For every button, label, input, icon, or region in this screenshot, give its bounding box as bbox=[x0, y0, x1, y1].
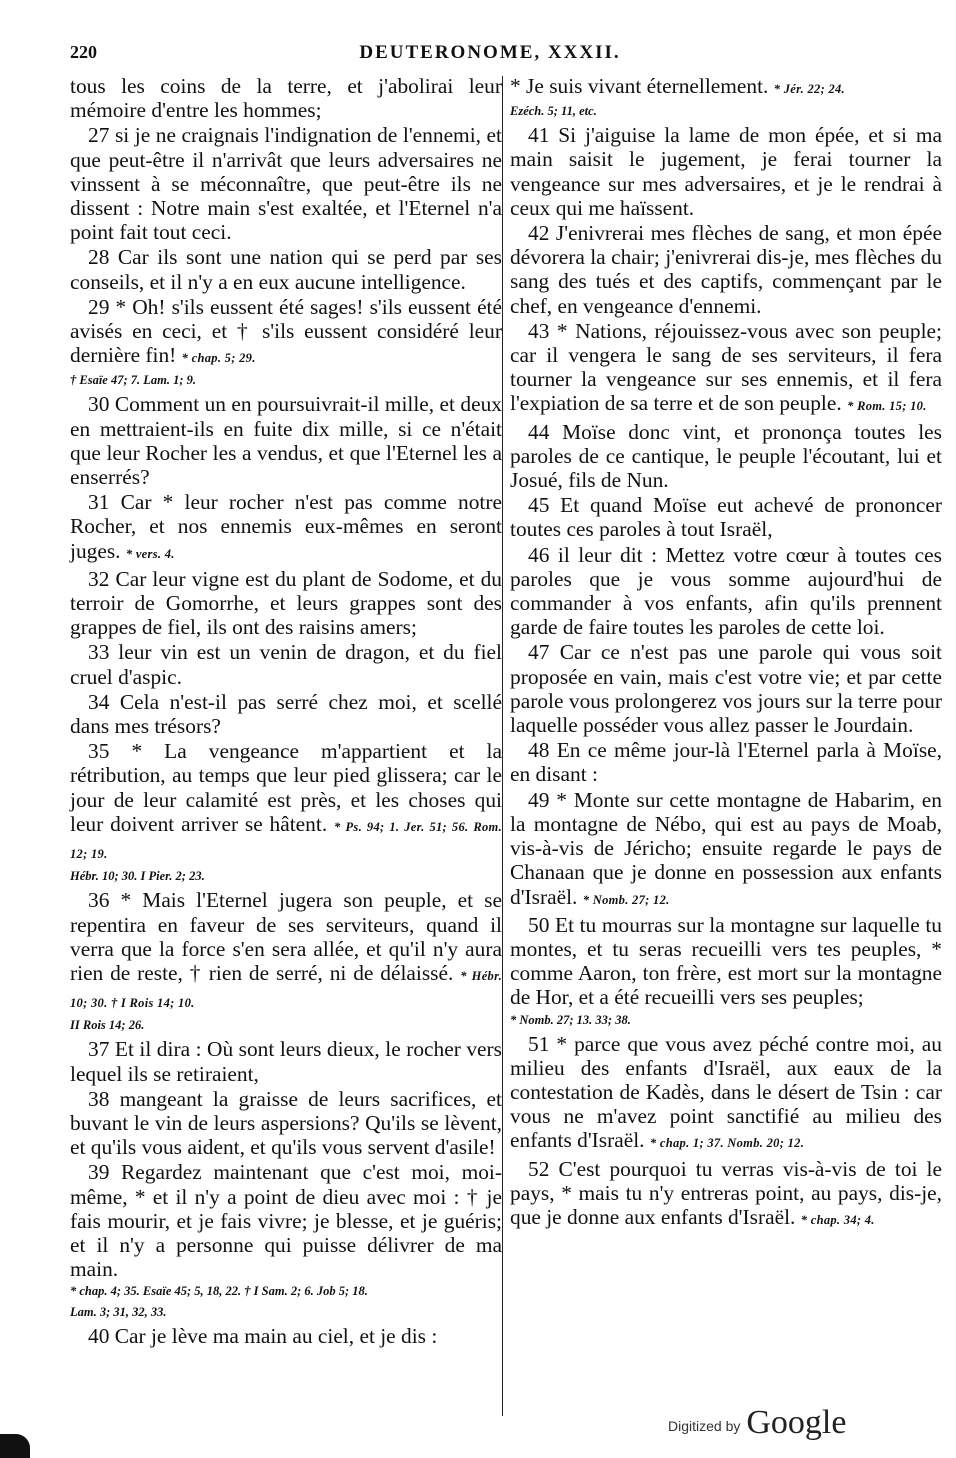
digitized-label: Digitized by bbox=[668, 1418, 741, 1434]
verse-number: 49 bbox=[528, 787, 550, 812]
verse-number: 44 bbox=[528, 419, 550, 444]
verse-number: 29 bbox=[88, 294, 110, 319]
verse-text: Car ils sont une nation qui se perd par ses conseils, et il n'y a en eux aucune intelligence. bbox=[70, 245, 502, 294]
verse-number: 46 bbox=[528, 542, 550, 567]
verse-number: 42 bbox=[528, 221, 550, 246]
reference-note: * Ps. 94; 1. Jer. 51; 56. Rom. 12; 19. bbox=[70, 819, 502, 862]
verse-number: 43 bbox=[528, 318, 550, 343]
verse-number: 41 bbox=[528, 123, 550, 148]
verse bbox=[70, 295, 502, 371]
left-column bbox=[70, 74, 502, 1350]
verse bbox=[70, 1087, 502, 1160]
reference-note: Ezéch. 5; 11, etc. bbox=[510, 104, 597, 119]
running-title: DEUTERONOME, XXXII. bbox=[359, 42, 621, 63]
verse bbox=[510, 913, 942, 1010]
verse bbox=[510, 640, 942, 737]
verse-text: En ce même jour-là l'Eternel parla à Moïse, en disant : bbox=[510, 738, 942, 787]
verse-number: 51 bbox=[528, 1031, 550, 1056]
reference-note: * Nomb. 27; 12. bbox=[582, 892, 670, 907]
verse bbox=[510, 788, 942, 912]
verse bbox=[70, 640, 502, 688]
verse-number: 31 bbox=[88, 490, 110, 515]
verse bbox=[70, 567, 502, 640]
page-header bbox=[70, 38, 910, 68]
verse-text: * Je suis vivant éternellement. bbox=[510, 74, 769, 98]
verse-number: 35 bbox=[88, 739, 110, 764]
verse-number: 36 bbox=[88, 888, 110, 913]
reference-note: * chap. 34; 4. bbox=[800, 1212, 875, 1227]
verse-text: Regardez maintenant que c'est moi, moi-même, * et il n'y a point de dieu avec moi : † je fais mourir, et je fais vivre; je blesse, et je guéris; et il n'y a personne qui puisse délivrer de ma main. bbox=[70, 1160, 502, 1282]
reference-note: * chap. 4; 35. Esaïe 45; 5, 18, 22. † I Sam. 2; 6. Job 5; 18. bbox=[70, 1284, 368, 1299]
verse bbox=[70, 74, 502, 122]
verse-number: 27 bbox=[88, 123, 110, 148]
reference-note: * Rom. 15; 10. bbox=[847, 399, 927, 414]
verse-number: 32 bbox=[88, 566, 110, 591]
scan-corner-mark bbox=[0, 1434, 30, 1458]
verse-number: 38 bbox=[88, 1086, 110, 1111]
right-column bbox=[510, 74, 942, 1233]
verse-text: Moïse donc vint, et prononça toutes les paroles de ce cantique, le peuple l'écoutant, lui et Josué, fils de Nun. bbox=[510, 419, 942, 493]
verse bbox=[70, 888, 502, 1015]
verse bbox=[70, 123, 502, 244]
reference-note: * Nomb. 27; 13. 33; 38. bbox=[510, 1012, 631, 1027]
verse-text: mangeant la graisse de leurs sacrifices, et buvant le vin de leurs aspersions? Qu'ils se lèvent, et qu'ils vous aident, et qu'ils vous servent d'asile! bbox=[70, 1086, 502, 1160]
verse-number: 48 bbox=[528, 738, 550, 763]
reference-note: II Rois 14; 26. bbox=[70, 1018, 145, 1033]
verse-text: Cela n'est-il pas serré chez moi, et scellé dans mes trésors? bbox=[70, 689, 502, 739]
reference-note: † Esaïe 47; 7. Lam. 1; 9. bbox=[70, 373, 197, 388]
verse-number: 50 bbox=[528, 912, 550, 937]
verse-text: J'enivrerai mes flèches de sang, et mon épée dévorera la chair; j'enivrerai dis-je, mes flèches du sang des tués et des captifs, commençant par le chef, en vengeance d'ennemi. bbox=[510, 221, 942, 318]
verse bbox=[70, 1160, 502, 1281]
verse bbox=[70, 1037, 502, 1085]
verse bbox=[510, 1032, 942, 1156]
verse-number: 52 bbox=[528, 1156, 550, 1181]
verse-text: * La vengeance m'appartient et la rétribution, au temps que leur pied glissera; car le jour de leur calamité est près, et les choses qui leur doivent arriver se hâtent. bbox=[70, 739, 502, 836]
verse-number: 33 bbox=[88, 640, 110, 665]
verse bbox=[510, 123, 942, 220]
verse bbox=[70, 690, 502, 738]
verse-text: leur vin est un venin de dragon, et du fiel cruel d'aspic. bbox=[70, 640, 502, 689]
verse-number: 30 bbox=[88, 392, 110, 417]
reference-note: * Hébr. 10; 30. † I Rois 14; 10. bbox=[70, 968, 502, 1011]
verse-text: Car * leur rocher n'est pas comme notre Rocher, et nos ennemis eux-mêmes en seront juges. bbox=[70, 490, 502, 563]
verse-text: * Oh! s'ils eussent été sages! s'ils eussent été avisés en ceci, et † s'ils eussent considéré leur dernière fin! bbox=[70, 294, 502, 368]
reference-note: * Jér. 22; 24. bbox=[773, 82, 845, 96]
verse bbox=[510, 543, 942, 640]
verse-text: Car leur vigne est du plant de Sodome, et du terroir de Gomorrhe, et leurs grappes sont des grappes de fiel, ils ont des raisins amers; bbox=[70, 566, 502, 640]
verse-text: Car ce n'est pas une parole qui vous soit proposée en vain, mais c'est votre vie; et par cette parole vous prolongerez vos jours sur la terre pour laquelle posséder vous allez passer le Jourdain. bbox=[510, 640, 942, 738]
verse-text: Et quand Moïse eut achevé de prononcer toutes ces paroles à tout Israël, bbox=[510, 493, 942, 542]
verse-text: * Nations, réjouissez-vous avec son peuple; car il vengera le sang de ses serviteurs, il fera tourner la vengeance sur ses ennemis, et il fera l'expiation de sa terre et de son peuple. bbox=[510, 318, 942, 416]
reference-note: * chap. 5; 29. bbox=[181, 351, 256, 366]
reference-note: Lam. 3; 31, 32, 33. bbox=[70, 1305, 167, 1320]
verse-number: 40 bbox=[88, 1324, 110, 1349]
verse-text: * Monte sur cette montagne de Habarim, en la montagne de Nébo, qui est au pays de Moab, vis-à-vis de Jéricho; ensuite regarde le pays de Chanaan que je donne en possession aux enfants d'Israël. bbox=[510, 787, 942, 909]
verse bbox=[70, 1324, 502, 1348]
verse bbox=[510, 1157, 942, 1233]
verse-text: Et il dira : Où sont leurs dieux, le rocher vers lequel ils se retiraient, bbox=[70, 1037, 502, 1086]
reference-note: * vers. 4. bbox=[125, 546, 175, 561]
verse-text: si je ne craignais l'indignation de l'ennemi, et que peut-être il n'arrivât que leurs adversaires ne vinssent à se méconnaître, que peut-être ils ne dissent : Notre main s'est exaltée, et l'Eternel n'a point fait tout ceci. bbox=[70, 123, 502, 245]
google-logo: Google bbox=[746, 1404, 847, 1441]
verse-text: Car je lève ma main au ciel, et je dis : bbox=[114, 1324, 438, 1349]
verse-text: tous les coins de la terre, et j'abolirai leur mémoire d'entre les hommes; bbox=[70, 74, 502, 123]
verse-text: il leur dit : Mettez votre cœur à toutes ces paroles que je vous somme aujourd'hui de commander à vos enfants, afin qu'ils prennent garde de faire toutes les paroles de cette loi. bbox=[510, 542, 942, 640]
verse-number: 45 bbox=[528, 493, 550, 518]
verse-text: * Mais l'Eternel jugera son peuple, et se repentira en faveur de ses serviteurs, quand il verra que la force s'en sera allée, et qu'il n'y aura rien de reste, † rien de serré, ni de délaissé. bbox=[70, 888, 502, 985]
column-divider bbox=[502, 76, 503, 1416]
verse bbox=[510, 420, 942, 493]
page-number: 220 bbox=[70, 42, 97, 62]
verse bbox=[510, 738, 942, 786]
verse bbox=[510, 493, 942, 541]
verse-text: C'est pourquoi tu verras vis-à-vis de toi le pays, * mais tu n'y entreras point, au pays, dis-je, que je donne aux enfants d'Israël. bbox=[510, 1156, 942, 1229]
verse-number: 37 bbox=[88, 1037, 110, 1062]
verse bbox=[510, 319, 942, 419]
verse-text: Si j'aiguise la lame de mon épée, et si ma main saisit le jugement, je ferai tourner la vengeance sur mes adversaires, et je le rendrai à ceux qui me haïssent. bbox=[510, 123, 942, 220]
verse bbox=[70, 490, 502, 566]
verse-number: 47 bbox=[528, 640, 550, 665]
verse-number: 39 bbox=[88, 1160, 110, 1185]
reference-note: Hébr. 10; 30. I Pier. 2; 23. bbox=[70, 869, 205, 884]
verse bbox=[70, 245, 502, 293]
reference-note: * chap. 1; 37. Nomb. 20; 12. bbox=[649, 1136, 805, 1151]
verse-number: 34 bbox=[88, 689, 110, 714]
verse bbox=[510, 221, 942, 318]
verse-text: * parce que vous avez péché contre moi, au milieu des enfants d'Israël, aux eaux de la contestation de Kadès, dans le désert de Tsin : car vous ne m'avez point sanctifié au milieu des enfants d'Israël. bbox=[510, 1031, 942, 1153]
verse bbox=[70, 739, 502, 866]
verse-text: Et tu mourras sur la montagne sur laquelle tu montes, et tu seras recueilli vers tes peuples, * comme Aaron, ton frère, est mort sur la montagne de Hor, et a été recueilli vers ses peuples; bbox=[510, 912, 942, 1010]
verse-number: 28 bbox=[88, 245, 110, 270]
verse bbox=[510, 74, 942, 101]
digitized-by-google-mark bbox=[668, 1400, 846, 1440]
verse bbox=[70, 392, 502, 489]
verse-text: Comment un en poursuivrait-il mille, et deux en mettraient-ils en fuite dix mille, si ce n'était que leur Rocher les a vendus, et que l'Eternel les a enserrés? bbox=[70, 392, 502, 490]
